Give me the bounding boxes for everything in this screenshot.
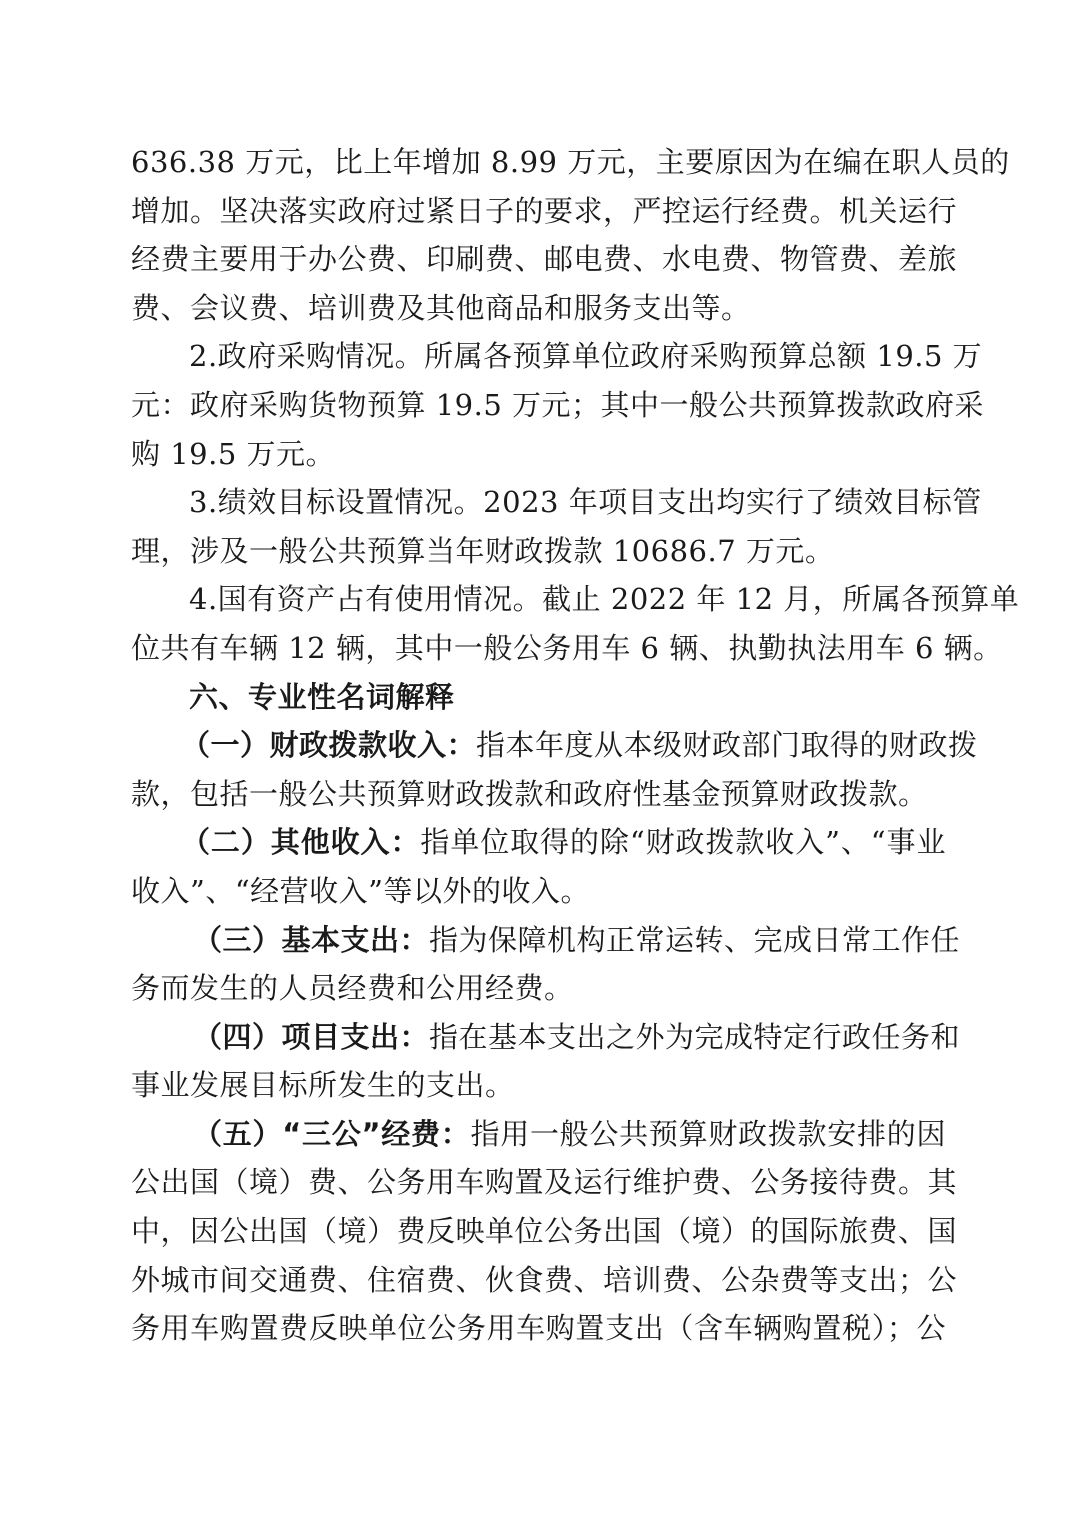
term-title: （一）财政拨款收入： bbox=[181, 728, 477, 763]
term-three-public-expenses bbox=[131, 1110, 958, 1353]
text-line: 事业发展目标所发生的支出。 bbox=[131, 1068, 515, 1103]
term-title: （二）其他收入： bbox=[181, 825, 421, 860]
text-line: 公出国（境）费、公务用车购置及运行维护费、公务接待费。其 bbox=[131, 1165, 958, 1200]
text-line: 中，因公出国（境）费反映单位公务出国（境）的国际旅费、国 bbox=[131, 1214, 958, 1249]
text-line: 务而发生的人员经费和公用经费。 bbox=[131, 971, 574, 1006]
text-line bbox=[131, 818, 946, 867]
text-line: 外城市间交通费、住宿费、伙食费、培训费、公杂费等支出；公 bbox=[131, 1262, 958, 1297]
text-line: 经费主要用于办公费、印刷费、邮电费、水电费、物管费、差旅 bbox=[131, 242, 958, 277]
text-line bbox=[131, 916, 961, 965]
text-line: 增加。坚决落实政府过紧日子的要求，严控运行经费。机关运行 bbox=[131, 193, 958, 228]
text-line bbox=[131, 1013, 961, 1062]
term-fiscal-appropriation-income bbox=[131, 721, 978, 818]
paragraph-state-assets bbox=[131, 575, 1020, 672]
term-title: （五）“三公”经费： bbox=[193, 1116, 471, 1151]
term-project-expenditure bbox=[131, 1013, 961, 1110]
term-other-income bbox=[131, 818, 946, 915]
text-line: 费、会议费、培训费及其他商品和服务支出等。 bbox=[131, 290, 751, 325]
text-line bbox=[131, 1110, 946, 1159]
section-heading: 六、专业性名词解释 bbox=[189, 679, 455, 714]
text-line: 购 19.5 万元。 bbox=[131, 436, 336, 471]
text-line: 收入”、“经营收入”等以外的收入。 bbox=[131, 873, 590, 908]
text-line: 3.绩效目标设置情况。2023 年项目支出均实行了绩效目标管 bbox=[189, 485, 982, 520]
term-definition-start: 指为保障机构正常运转、完成日常工作任 bbox=[429, 922, 961, 957]
text-line: 元：政府采购货物预算 19.5 万元；其中一般公共预算拨款政府采 bbox=[131, 387, 985, 422]
text-line: 款，包括一般公共预算财政拨款和政府性基金预算财政拨款。 bbox=[131, 776, 928, 811]
document-body bbox=[131, 138, 1020, 1353]
term-title: （四）项目支出： bbox=[193, 1019, 430, 1054]
text-line: 务用车购置费反映单位公务用车购置支出（含车辆购置税）；公 bbox=[131, 1311, 946, 1346]
text-line: 位共有车辆 12 辆，其中一般公务用车 6 辆、执勤执法用车 6 辆。 bbox=[131, 630, 1003, 665]
text-line bbox=[131, 721, 978, 770]
text-line: 636.38 万元，比上年增加 8.99 万元，主要原因为在编在职人员的 bbox=[131, 145, 1010, 179]
term-title: （三）基本支出： bbox=[193, 922, 430, 957]
term-definition-start: 指在基本支出之外为完成特定行政任务和 bbox=[429, 1019, 961, 1054]
paragraph-operating-expenses bbox=[131, 138, 1010, 332]
term-basic-expenditure bbox=[131, 916, 961, 1013]
paragraph-government-procurement bbox=[131, 332, 985, 478]
term-definition-start: 指用一般公共预算财政拨款安排的因 bbox=[470, 1116, 946, 1151]
term-definition-start: 指本年度从本级财政部门取得的财政拨 bbox=[476, 728, 978, 763]
text-line: 理，涉及一般公共预算当年财政拨款 10686.7 万元。 bbox=[131, 533, 835, 568]
text-line: 2.政府采购情况。所属各预算单位政府采购预算总额 19.5 万 bbox=[189, 339, 983, 374]
term-definition-start: 指单位取得的除“财政拨款收入”、“事业 bbox=[420, 825, 946, 860]
text-line: 4.国有资产占有使用情况。截止 2022 年 12 月，所属各预算单 bbox=[189, 582, 1020, 617]
paragraph-performance-targets bbox=[131, 478, 982, 575]
